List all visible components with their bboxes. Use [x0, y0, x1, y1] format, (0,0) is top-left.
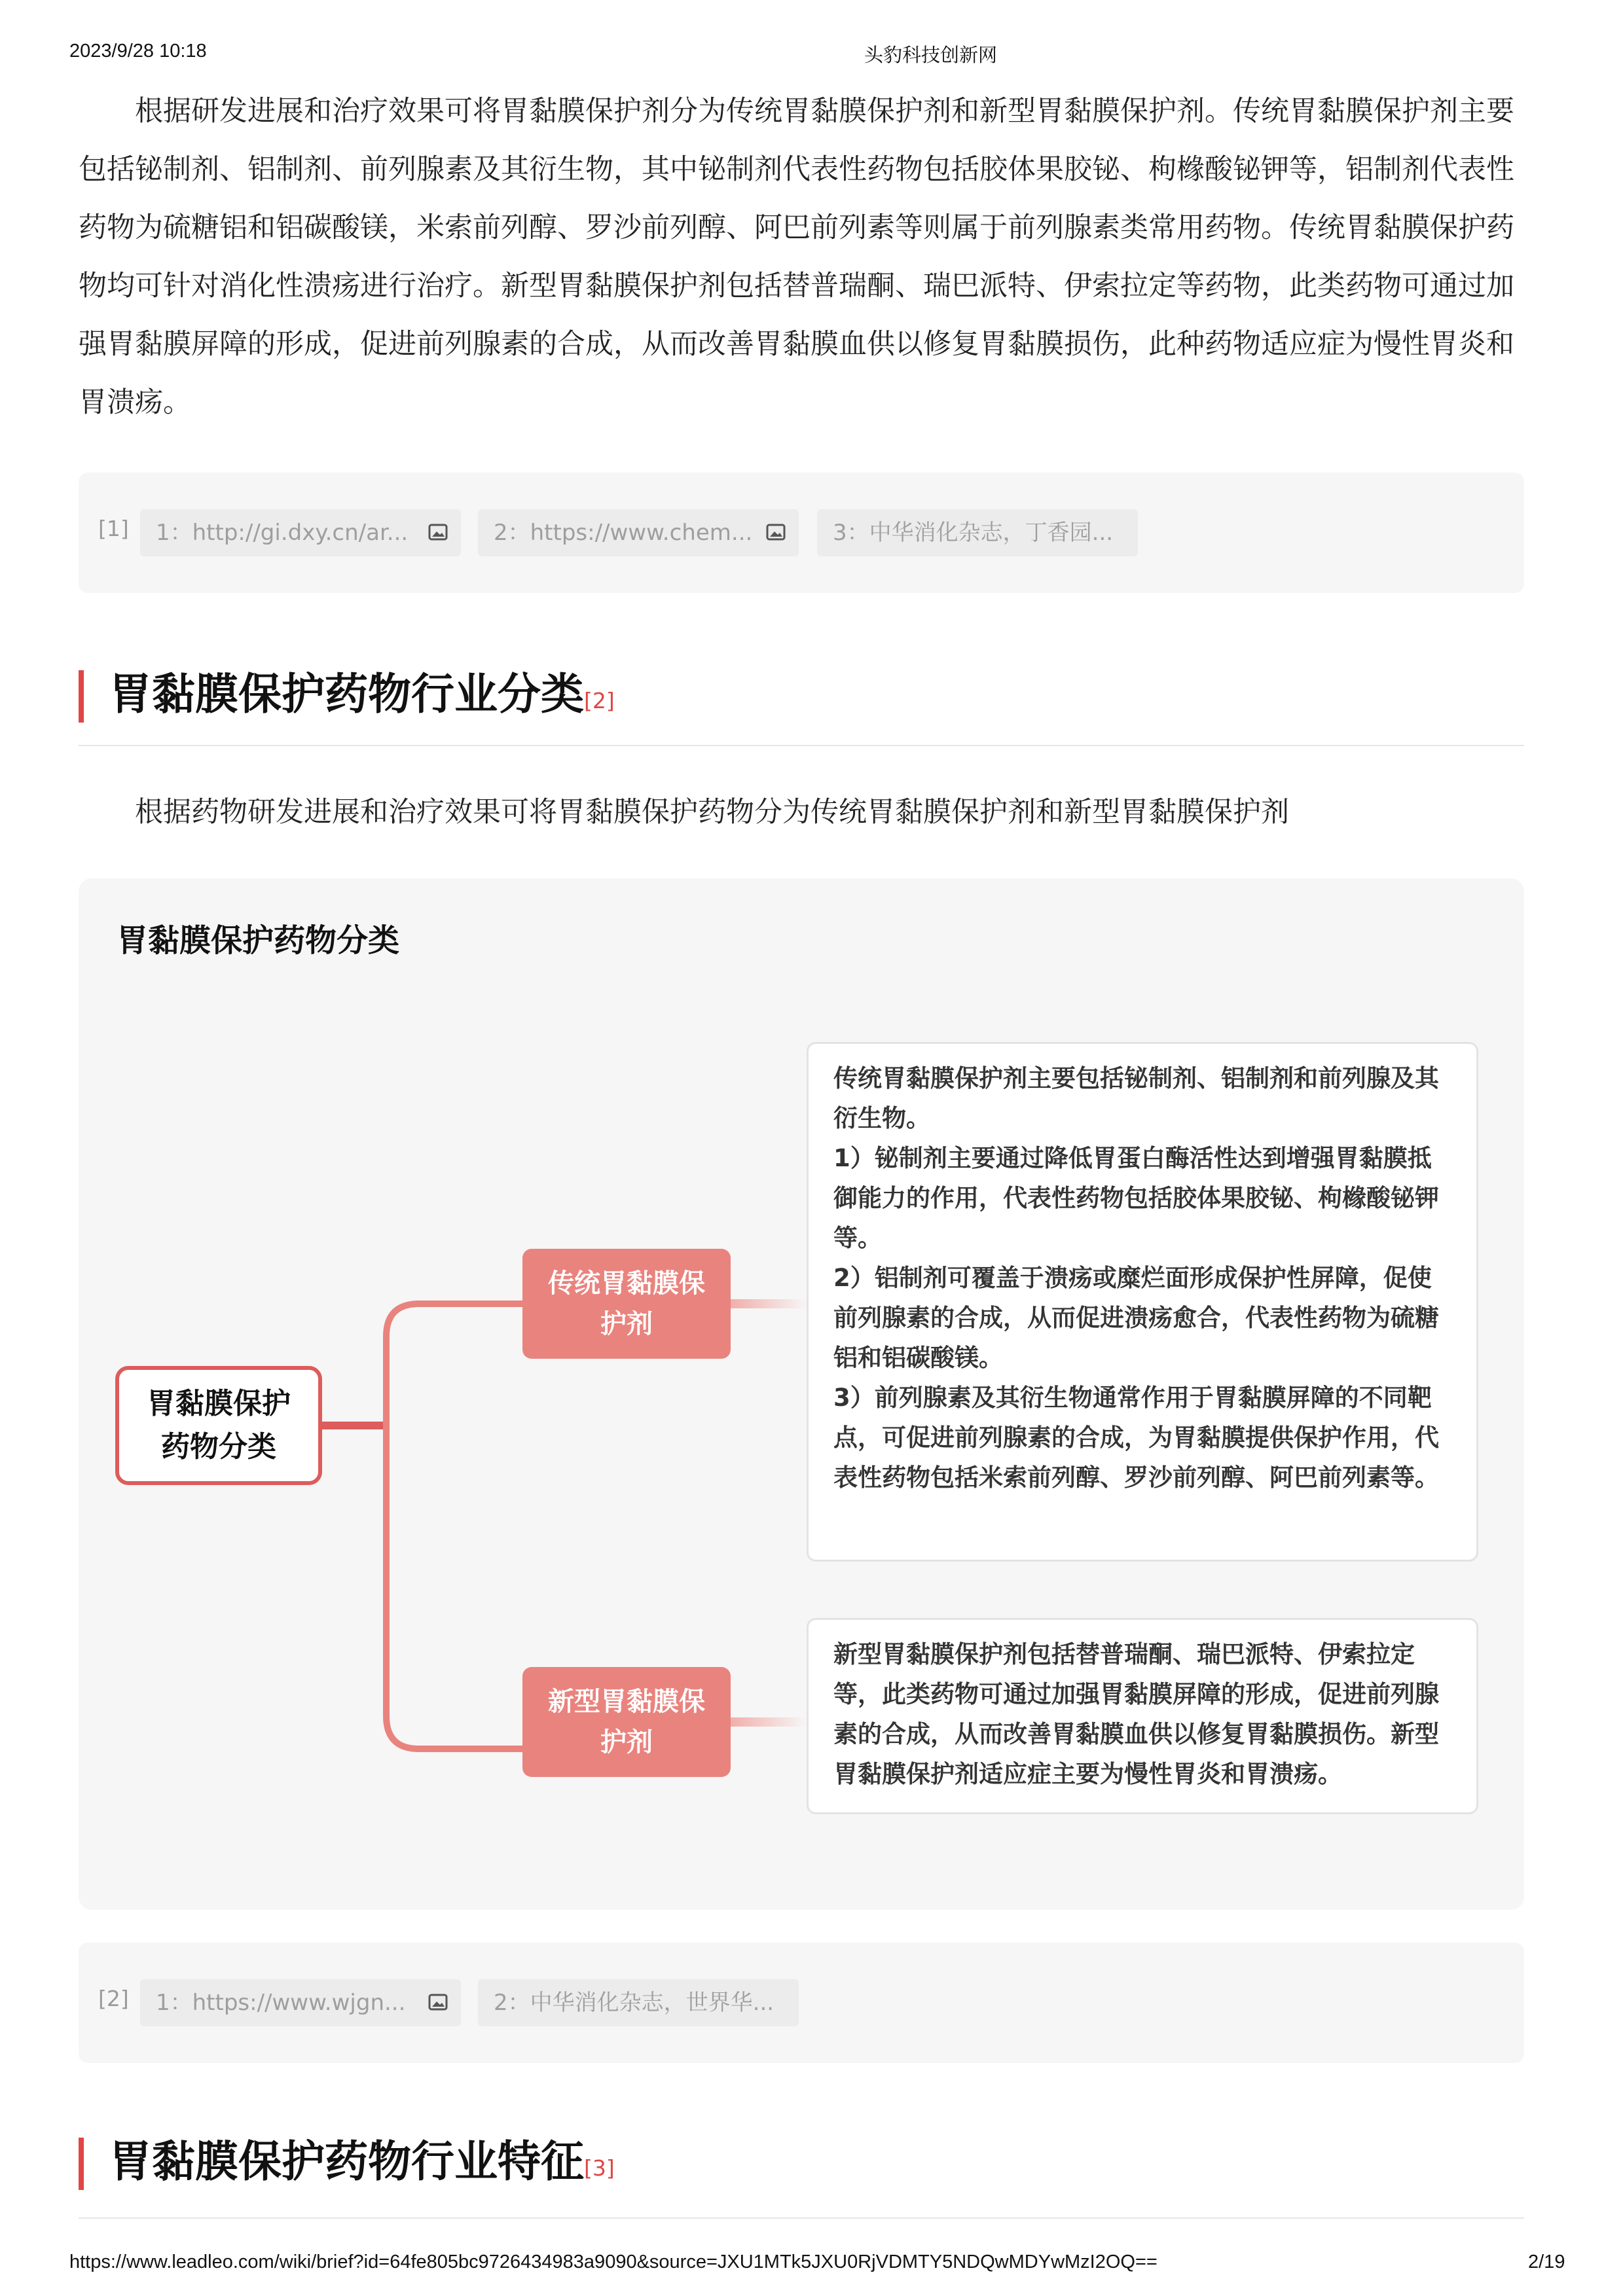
section-accent-bar	[79, 2138, 84, 2190]
print-header	[0, 41, 1623, 69]
section-title: 胃黏膜保护药物行业分类[2]	[109, 669, 615, 719]
reference-index: [2]	[98, 1986, 129, 2011]
reference-label: 2：中华消化杂志，世界华...	[494, 1990, 775, 2016]
reference-index: [1]	[98, 516, 129, 541]
section-heading-classification	[79, 656, 1525, 734]
print-url: https://www.leadleo.com/wiki/brief?id=64fe805bc9726434983a9090&source=JXU1MTk5JXU0RjVDMTY5NDQwMDYwMzI2OQ==	[69, 2251, 1158, 2272]
reference-link[interactable]	[478, 509, 799, 556]
reference-box	[79, 1943, 1524, 2063]
reference-link[interactable]	[817, 509, 1138, 556]
mindmap-detail-traditional	[807, 1042, 1478, 1562]
section-title: 胃黏膜保护药物行业特征[3]	[109, 2136, 615, 2187]
mindmap-branch-traditional: 传统胃黏膜保护剂	[522, 1249, 731, 1359]
connector-trunk	[386, 1426, 522, 1749]
reference-link[interactable]	[140, 509, 461, 556]
reference-marker[interactable]: [3]	[584, 2155, 615, 2181]
section-heading-features	[79, 2123, 1525, 2202]
section-divider	[79, 2217, 1524, 2219]
mindmap-title: 胃黏膜保护药物分类	[117, 922, 400, 959]
image-icon	[766, 523, 786, 541]
print-datetime: 2023/9/28 10:18	[69, 41, 207, 62]
connector-fade	[731, 1717, 807, 1727]
print-site-name: 头豹科技创新网	[864, 45, 998, 66]
print-footer	[0, 2251, 1623, 2280]
reference-label: 3：中华消化杂志，丁香园...	[833, 520, 1114, 546]
reference-label: 1：https://www.wjgn...	[156, 1990, 406, 2016]
reference-box	[79, 473, 1524, 593]
mindmap-detail-new	[807, 1618, 1478, 1814]
reference-marker[interactable]: [2]	[584, 688, 615, 713]
reference-link[interactable]	[140, 1979, 461, 2026]
detail-line: 3）前列腺素及其衍生物通常作用于胃黏膜屏障的不同靶点，可促进前列腺素的合成，为胃黏膜提供保护作用，代表性药物包括米索前列醇、罗沙前列醇、阿巴前列素等。	[833, 1384, 1439, 1492]
section-divider	[79, 745, 1524, 746]
reference-label: 2：https://www.chem...	[494, 520, 753, 546]
mindmap-root-node: 胃黏膜保护药物分类	[115, 1366, 322, 1485]
classification-mindmap	[79, 878, 1524, 1910]
image-icon	[428, 1993, 448, 2011]
mindmap-branch-new: 新型胃黏膜保护剂	[522, 1667, 731, 1777]
intro-paragraph: 根据研发进展和治疗效果可将胃黏膜保护剂分为传统胃黏膜保护剂和新型胃黏膜保护剂。传统胃黏膜保护剂主要包括铋制剂、铝制剂、前列腺素及其衍生物，其中铋制剂代表性药物包括胶体果胶铋、枸橼酸铋钾等，铝制剂代表性药物为硫糖铝和铝碳酸镁，米索前列醇、罗沙前列醇、阿巴前列素等则属于前列腺素类常用药物。传统胃黏膜保护药物均可针对消化性溃疡进行治疗。新型胃黏膜保护剂包括替普瑞酮、瑞巴派特、伊索拉定等药物，此类药物可通过加强胃黏膜屏障的形成，促进前列腺素的合成，从而改善胃黏膜血供以修复胃黏膜损伤，此种药物适应症为慢性胃炎和胃溃疡。	[79, 95, 1514, 419]
detail-line: 1）铋制剂主要通过降低胃蛋白酶活性达到增强胃黏膜抵御能力的作用，代表性药物包括胶体果胶铋、枸橼酸铋钾等。	[833, 1144, 1439, 1252]
reference-link[interactable]	[478, 1979, 799, 2026]
section-accent-bar	[79, 670, 84, 723]
section-description: 根据药物研发进展和治疗效果可将胃黏膜保护药物分为传统胃黏膜保护剂和新型胃黏膜保护剂	[135, 796, 1289, 829]
reference-label: 1：http://gi.dxy.cn/ar...	[156, 520, 409, 546]
image-icon	[428, 523, 448, 541]
detail-line: 2）铝制剂可覆盖于溃疡或糜烂面形成保护性屏障，促使前列腺素的合成，从而促进溃疡愈合，代表性药物为硫糖铝和铝碳酸镁。	[833, 1264, 1439, 1372]
print-page-number: 2/19	[1528, 2251, 1565, 2272]
connector-fade	[731, 1299, 807, 1308]
connector-trunk	[386, 1304, 522, 1426]
detail-line: 新型胃黏膜保护剂包括替普瑞酮、瑞巴派特、伊索拉定等，此类药物可通过加强胃黏膜屏障的形成，促进前列腺素的合成，从而改善胃黏膜血供以修复胃黏膜损伤。新型胃黏膜保护剂适应症主要为慢性胃炎和胃溃疡。	[833, 1640, 1439, 1788]
detail-line: 传统胃黏膜保护剂主要包括铋制剂、铝制剂和前列腺及其衍生物。	[833, 1064, 1439, 1132]
